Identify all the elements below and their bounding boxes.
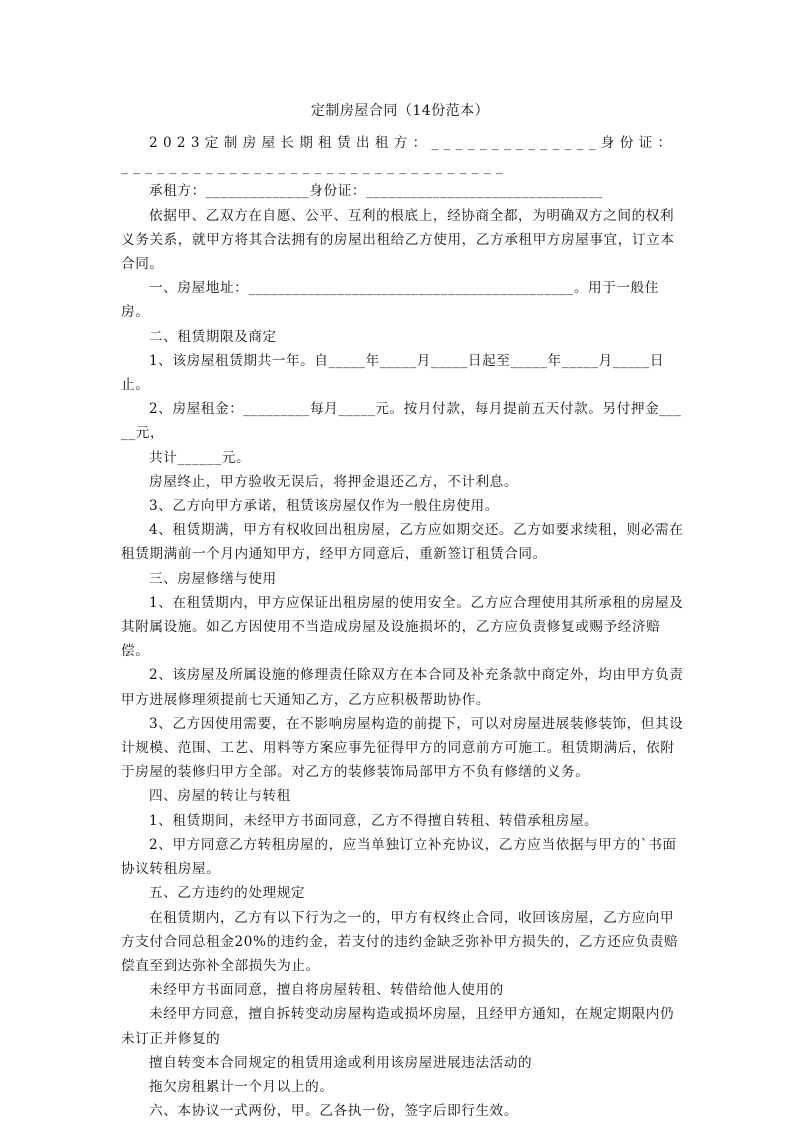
- clause-4-1: 1、租赁期间，未经甲方书面同意，乙方不得擅自转租、转借承租房屋。: [149, 812, 599, 829]
- section-5-heading: 五、乙方违约的处理规定: [149, 885, 306, 902]
- clause-3-2: 2、该房屋及所属设施的修理责任除双方在本合同及补充条款中商定外，均由甲方负责甲方进展修理须提前七天通知乙方，乙方应积极帮助协作。: [121, 667, 684, 708]
- clause-2-2: 2、房屋租金：_________每月_____元。按月付款，每月提前五天付款。另付押金_____元，: [121, 401, 682, 442]
- clause-3-1: 1、在租赁期内，甲方应保证出租房屋的使用安全。乙方应合理使用其所承租的房屋及其附属设施。如乙方因使用不当造成房屋及设施损坏的，乙方应负责修复或赐予经济赔偿。: [121, 594, 684, 660]
- section-3-heading: 三、房屋修缮与使用: [149, 570, 277, 587]
- clause-2-4: 4、租赁期满，甲方有权收回出租房屋，乙方应如期交还。乙方如要求续租，则必需在租赁期满前一个月内通知甲方，经甲方同意后，重新签订租赁合同。: [121, 522, 684, 563]
- preamble-paragraph: 依据甲、乙双方在自愿、公平、互利的根底上，经协商全都，为明确双方之间的权利义务关系，就甲方将其合法拥有的房屋出租给乙方使用，乙方承租甲方房屋事宜，订立本合同。: [121, 207, 675, 273]
- clause-5-item-3: 擅自转变本合同规定的租赁用途或利用该房屋进展违法活动的: [149, 1054, 533, 1071]
- clause-4-2: 2、甲方同意乙方转租房屋的，应当单独订立补充协议，乙方应当依据与甲方的`书面协议转租房屋。: [121, 836, 677, 878]
- clause-5-item-2: 未经甲方同意，擅自拆转变动房屋构造或损坏房屋，且经甲方通知，在规定期限内仍未订正并修复的: [121, 1006, 675, 1047]
- clause-2-deposit-return: 房屋终止，甲方验收无误后，将押金退还乙方，不计利息。: [149, 473, 519, 490]
- document-title: 定制房屋合同（14份范本）: [310, 103, 490, 119]
- header-lessor-line: 2023定制房屋长期租赁出租方：______________身份证：________________________________: [121, 135, 677, 176]
- clause-2-3: 3、乙方向甲方承诺，租赁该房屋仅作为一般住房使用。: [149, 498, 499, 515]
- clause-5-item-4: 拖欠房租累计一个月以上的。: [149, 1078, 334, 1095]
- clause-2-2-total: 共计______元。: [149, 449, 251, 466]
- section-6-effective: 六、本协议一式两份，甲。乙各执一份，签字后即行生效。: [149, 1103, 519, 1120]
- section-2-heading: 二、租赁期限及商定: [149, 328, 277, 345]
- section-1-address: 一、房屋地址：____________________________________________。用于一般住房。: [121, 280, 659, 321]
- clause-5-item-1: 未经甲方书面同意，擅自将房屋转租、转借给他人使用的: [149, 982, 504, 999]
- clause-3-3: 3、乙方因使用需要，在不影响房屋构造的前提下，可以对房屋进展装修装饰，但其设计规模、范围、工艺、用料等方案应事先征得甲方的同意前方可施工。租赁期满后，依附于房屋的装修归甲方全部。对乙方的装修装饰局部甲方不负有修缮的义务。: [121, 715, 684, 781]
- document-body: [121, 131, 687, 1123]
- section-4-heading: 四、房屋的转让与转租: [149, 788, 291, 805]
- lessee-line: 承租方：______________身份证：________________________________: [149, 183, 603, 200]
- clause-2-1: 1、该房屋租赁期共一年。自_____年_____月_____日起至_____年_____月_____日止。: [121, 352, 665, 394]
- clause-5-intro: 在租赁期内，乙方有以下行为之一的，甲方有权终止合同，收回该房屋，乙方应向甲方支付合同总租金20%的违约金，若支付的违约金缺乏弥补甲方损失的，乙方还应负责赔偿直至到达弥补全部损失为止。: [121, 909, 679, 974]
